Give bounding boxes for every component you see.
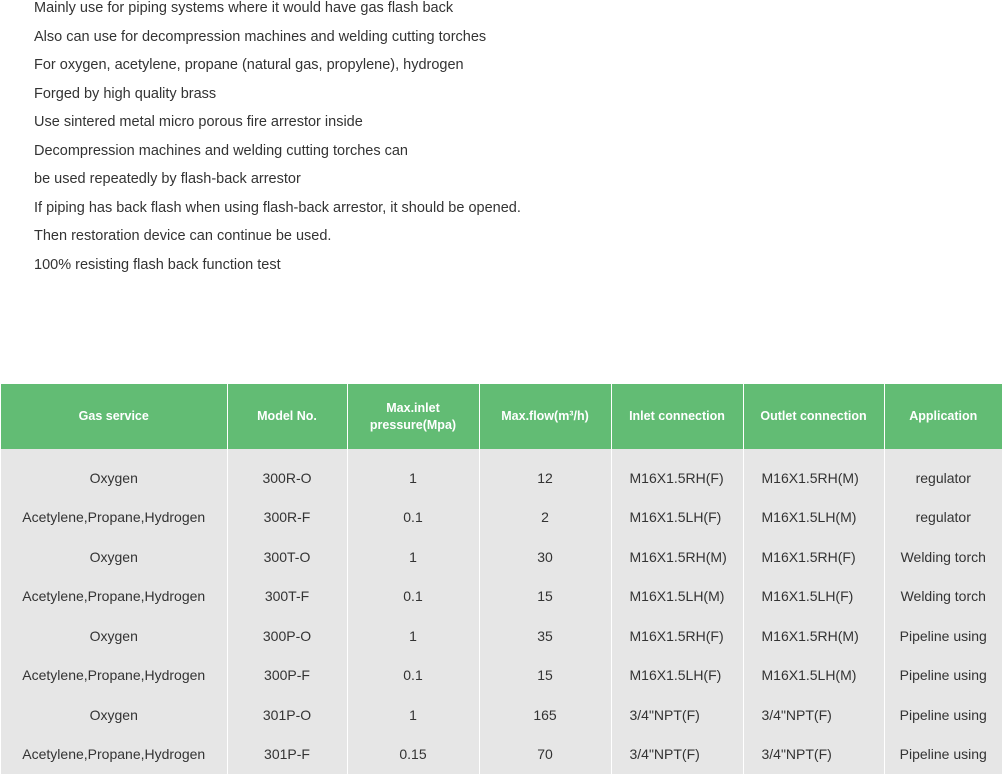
cell-max-flow: 70 [479, 735, 611, 775]
cell-gas-service: Acetylene,Propane,Hydrogen [1, 656, 227, 696]
cell-gas-service: Oxygen [1, 537, 227, 577]
feature-item: Also can use for decompression machines and welding cutting torches [34, 28, 487, 45]
cell-inlet-connection: M16X1.5RH(F) [611, 616, 743, 656]
header-max-inlet-pressure-line2: pressure(Mpa) [369, 417, 457, 432]
cell-application: Pipeline using [884, 616, 1002, 656]
cell-application: Welding torch [884, 577, 1002, 617]
spec-table-body [1, 449, 1002, 774]
spec-table [1, 384, 1002, 774]
cell-max-flow: 30 [479, 537, 611, 577]
cell-max-inlet-pressure: 0.1 [347, 656, 479, 696]
cell-outlet-connection: M16X1.5RH(M) [743, 449, 884, 498]
cell-gas-service: Oxygen [1, 449, 227, 498]
cell-max-flow: 15 [479, 656, 611, 696]
cell-max-inlet-pressure: 0.1 [347, 498, 479, 538]
cell-max-flow: 35 [479, 616, 611, 656]
cell-max-inlet-pressure: 1 [347, 449, 479, 498]
feature-item: 100% resisting flash back function test [34, 256, 281, 273]
feature-item: Forged by high quality brass [34, 85, 217, 102]
cell-inlet-connection: M16X1.5LH(F) [611, 498, 743, 538]
feature-item: Use sintered metal micro porous fire arrestor inside [34, 114, 363, 130]
header-gas-service: Gas service [1, 384, 227, 449]
cell-inlet-connection: M16X1.5RH(F) [611, 449, 743, 498]
header-outlet-connection: Outlet connection [743, 384, 884, 449]
header-max-inlet-pressure-line1: Max.inlet [386, 400, 440, 415]
table-row [1, 577, 1002, 617]
cell-outlet-connection: M16X1.5RH(F) [743, 537, 884, 577]
cell-max-flow: 15 [479, 577, 611, 617]
table-row [1, 735, 1002, 775]
feature-item: Mainly use for piping systems where it would have gas flash back [34, 0, 454, 16]
cell-outlet-connection: 3/4"NPT(F) [743, 735, 884, 775]
cell-model-no: 301P-O [227, 695, 347, 735]
cell-inlet-connection: M16X1.5LH(F) [611, 656, 743, 696]
cell-application: Welding torch [884, 537, 1002, 577]
cell-max-inlet-pressure: 0.15 [347, 735, 479, 775]
feature-item: Then restoration device can continue be used. [34, 228, 332, 244]
table-row [1, 537, 1002, 577]
cell-gas-service: Oxygen [1, 695, 227, 735]
cell-application: Pipeline using [884, 656, 1002, 696]
cell-outlet-connection: M16X1.5RH(M) [743, 616, 884, 656]
cell-outlet-connection: M16X1.5LH(M) [743, 498, 884, 538]
header-model-no: Model No. [227, 384, 347, 449]
cell-application: Pipeline using [884, 735, 1002, 775]
cell-model-no: 300P-O [227, 616, 347, 656]
cell-application: regulator [884, 449, 1002, 498]
table-row [1, 616, 1002, 656]
feature-item: For oxygen, acetylene, propane (natural gas, propylene), hydrogen [34, 57, 464, 73]
cell-application: regulator [884, 498, 1002, 538]
cell-gas-service: Acetylene,Propane,Hydrogen [1, 577, 227, 617]
header-max-inlet-pressure [347, 384, 479, 449]
cell-model-no: 300R-O [227, 449, 347, 498]
header-inlet-connection: Inlet connection [611, 384, 743, 449]
cell-max-inlet-pressure: 1 [347, 537, 479, 577]
cell-model-no: 300R-F [227, 498, 347, 538]
feature-item: If piping has back flash when using flash-back arrestor, it should be opened. [34, 199, 521, 216]
table-row [1, 449, 1002, 498]
cell-inlet-connection: 3/4"NPT(F) [611, 735, 743, 775]
cell-max-inlet-pressure: 0.1 [347, 577, 479, 617]
cell-max-flow: 165 [479, 695, 611, 735]
feature-list [34, 0, 521, 279]
cell-outlet-connection: M16X1.5LH(M) [743, 656, 884, 696]
cell-max-inlet-pressure: 1 [347, 695, 479, 735]
table-row [1, 695, 1002, 735]
cell-inlet-connection: M16X1.5LH(M) [611, 577, 743, 617]
cell-gas-service: Acetylene,Propane,Hydrogen [1, 735, 227, 775]
cell-max-inlet-pressure: 1 [347, 616, 479, 656]
table-row [1, 656, 1002, 696]
header-max-flow: Max.flow(m³/h) [479, 384, 611, 449]
cell-gas-service: Oxygen [1, 616, 227, 656]
header-application: Application [884, 384, 1002, 449]
cell-model-no: 300P-F [227, 656, 347, 696]
table-row [1, 498, 1002, 538]
cell-outlet-connection: M16X1.5LH(F) [743, 577, 884, 617]
cell-model-no: 301P-F [227, 735, 347, 775]
cell-inlet-connection: M16X1.5RH(M) [611, 537, 743, 577]
cell-model-no: 300T-F [227, 577, 347, 617]
spec-table-header [1, 384, 1002, 449]
cell-max-flow: 12 [479, 449, 611, 498]
header-row [1, 384, 1002, 449]
feature-item: Decompression machines and welding cutting torches can [34, 142, 408, 159]
cell-outlet-connection: 3/4"NPT(F) [743, 695, 884, 735]
cell-application: Pipeline using [884, 695, 1002, 735]
cell-model-no: 300T-O [227, 537, 347, 577]
cell-max-flow: 2 [479, 498, 611, 538]
cell-inlet-connection: 3/4"NPT(F) [611, 695, 743, 735]
feature-item: be used repeatedly by flash-back arrestor [34, 171, 301, 187]
cell-gas-service: Acetylene,Propane,Hydrogen [1, 498, 227, 538]
